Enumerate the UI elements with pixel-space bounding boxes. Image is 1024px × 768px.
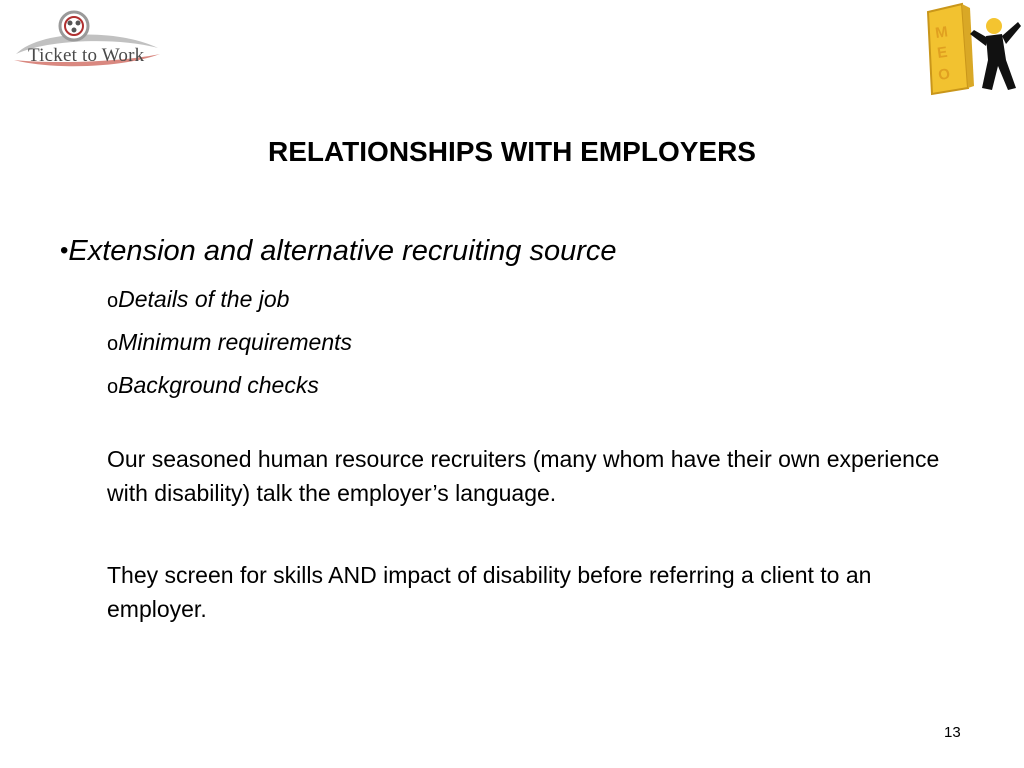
body-paragraph: They screen for skills AND impact of disability before referring a client to an employer. [107, 562, 872, 622]
main-bullet [60, 233, 617, 271]
meo-door-icon [922, 2, 1022, 98]
svg-text:E: E [936, 43, 949, 62]
sub-bullet-marker: o [107, 333, 119, 355]
sub-bullet-text: Background checks [118, 372, 319, 398]
slide-title: RELATIONSHIPS WITH EMPLOYERS [268, 136, 756, 167]
meo-door-figure-logo [922, 2, 1022, 98]
sub-bullet-marker: o [107, 376, 119, 398]
sub-bullet-list [107, 279, 352, 408]
body-paragraph: Our seasoned human resource recruiters (many whom have their own experience with disability) talk the employer’s language. [107, 446, 940, 506]
bullet-text: Extension and alternative recruiting source [68, 235, 617, 267]
sub-bullet-item [107, 279, 352, 322]
sub-bullet-text: Details of the job [118, 286, 290, 312]
sub-bullet-item [107, 365, 352, 408]
svg-text:O: O [937, 65, 952, 84]
svg-text:M: M [934, 23, 949, 42]
sub-bullet-marker: o [107, 290, 119, 312]
sub-bullet-text: Minimum requirements [118, 329, 353, 355]
logo-text: Ticket to Work [28, 45, 145, 66]
ticket-to-work-logo [12, 8, 162, 70]
page-number: 13 [944, 724, 961, 741]
sub-bullet-item [107, 322, 352, 365]
bullet-marker: • [60, 237, 69, 264]
